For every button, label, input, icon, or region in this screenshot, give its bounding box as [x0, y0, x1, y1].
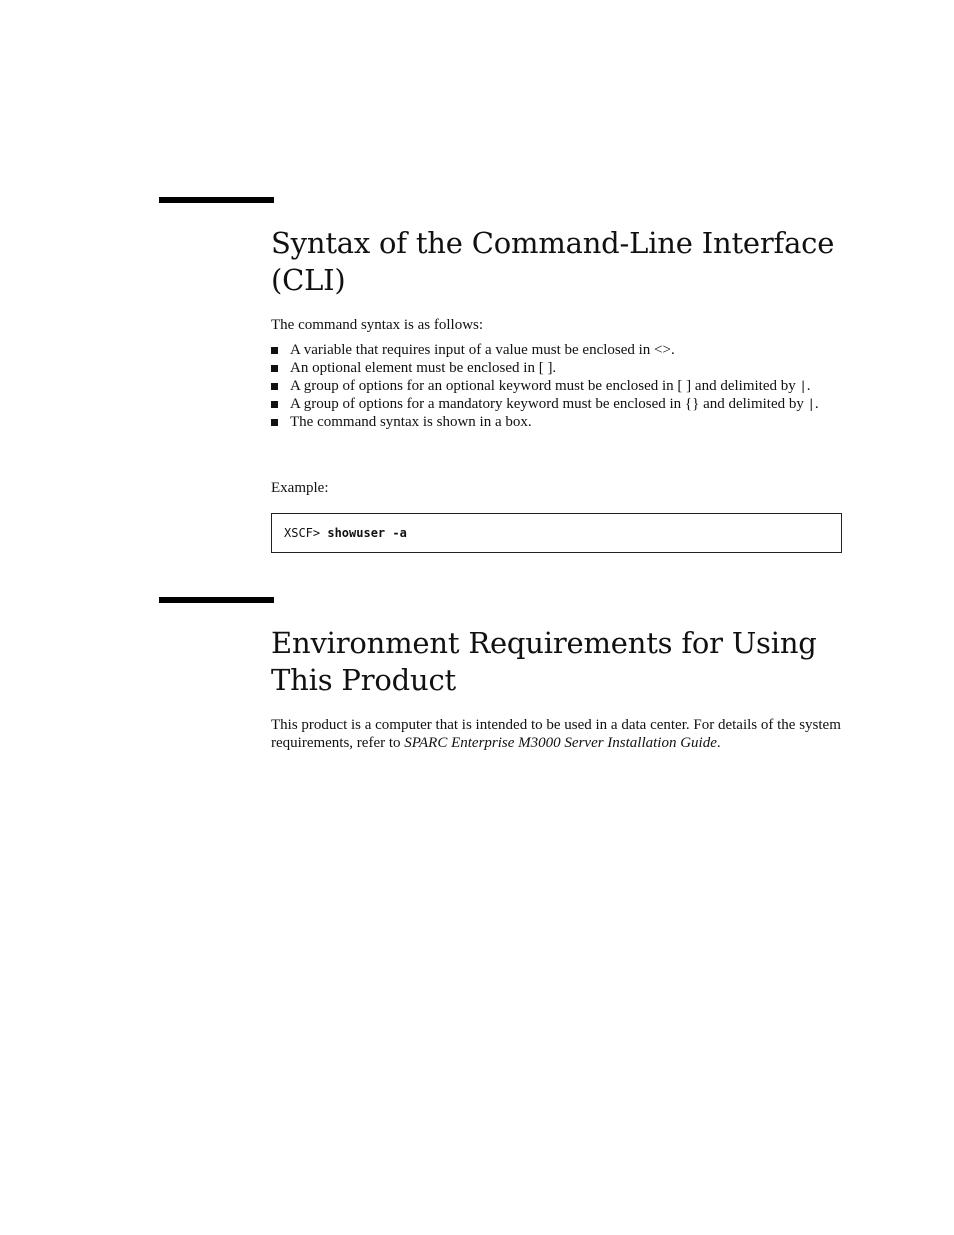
list-item-text: A group of options for an optional keyword must be enclosed in [ ] and delimited by [290, 378, 800, 394]
pipe-symbol: | [807, 397, 815, 411]
list-item-text: The command syntax is shown in a box. [290, 414, 532, 430]
list-item [271, 341, 843, 359]
paragraph-text: This product is a computer that is intended to be used in a data center. For details of the system requirements, refer to [271, 717, 841, 751]
section-heading: Environment Requirements for Using This Product [271, 626, 817, 697]
square-bullet-icon [271, 419, 278, 426]
paragraph-text: . [716, 735, 721, 751]
list-item-text: A variable that requires input of a value must be enclosed in <>. [290, 342, 675, 358]
list-item [271, 377, 843, 395]
section-rule [159, 197, 274, 203]
document-title-reference: SPARC Enterprise M3000 Server Installation Guide [404, 735, 717, 751]
code-prompt: XSCF> [284, 526, 328, 540]
list-item-text: A group of options for a mandatory keyword must be enclosed in {} and delimited by [290, 396, 808, 412]
square-bullet-icon [271, 401, 278, 408]
list-item [271, 413, 843, 431]
list-item [271, 395, 843, 413]
section-rule [159, 597, 274, 603]
list-item-text: . [814, 396, 819, 412]
square-bullet-icon [271, 347, 278, 354]
code-line [284, 525, 407, 541]
intro-text: The command syntax is as follows: [271, 317, 484, 333]
section-heading: Syntax of the Command-Line Interface (CLI) [271, 226, 835, 297]
body-paragraph [271, 716, 843, 752]
syntax-list [271, 341, 843, 431]
square-bullet-icon [271, 383, 278, 390]
list-item [271, 359, 843, 377]
list-item-text: . [806, 378, 811, 394]
code-example-box [271, 513, 842, 553]
pipe-symbol: | [799, 379, 807, 393]
square-bullet-icon [271, 365, 278, 372]
example-label: Example: [271, 480, 329, 496]
list-item-text: An optional element must be enclosed in [ ]. [290, 360, 557, 376]
code-command: showuser -a [327, 526, 407, 540]
